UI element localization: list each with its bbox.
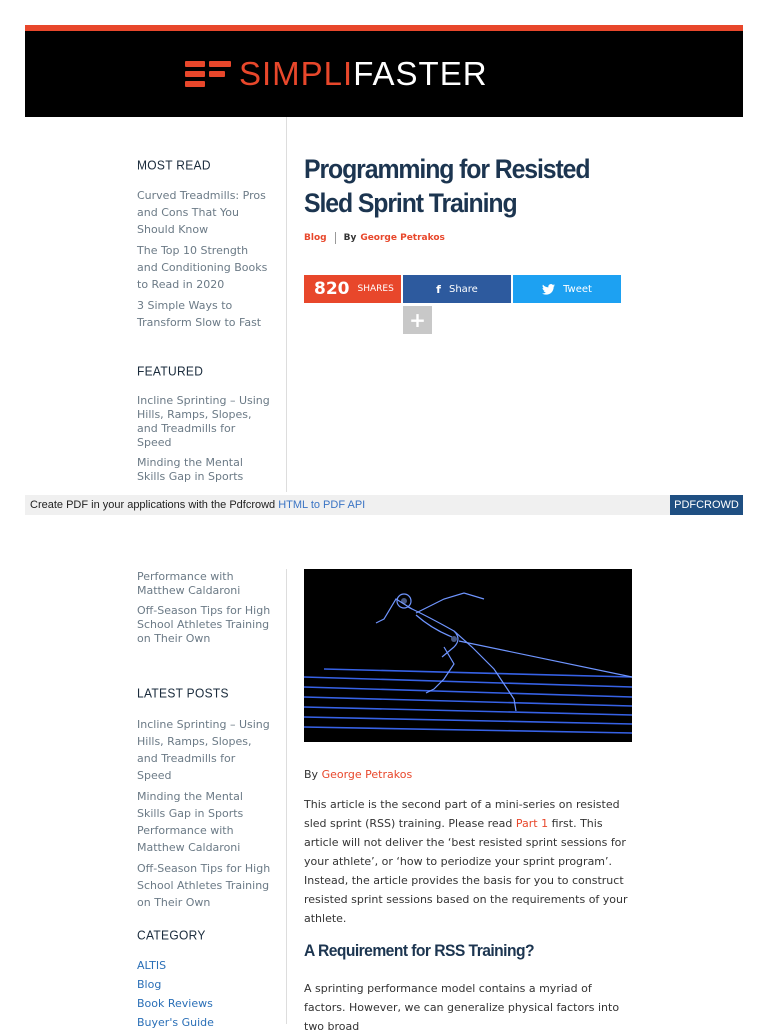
sprinter-sled-illustration xyxy=(304,569,632,742)
byline-author-link[interactable]: George Petrakos xyxy=(321,768,413,781)
featured-item[interactable]: Performance with Matthew Caldaroni xyxy=(137,570,241,597)
latest-posts-section xyxy=(137,686,272,915)
most-read-heading: MOST READ xyxy=(137,157,211,173)
sidebar-divider xyxy=(286,117,287,492)
article-meta xyxy=(304,232,445,244)
logo-text-faster: FASTER xyxy=(353,55,488,92)
most-read-item[interactable]: Curved Treadmills: Pros and Cons That You Should Know xyxy=(137,189,266,236)
most-read-section xyxy=(137,158,272,335)
share-count-label: SHARES xyxy=(357,284,394,294)
latest-posts-heading: LATEST POSTS xyxy=(137,685,229,701)
logo-wordmark xyxy=(239,56,488,92)
facebook-share-button[interactable] xyxy=(403,275,511,303)
most-read-item[interactable]: 3 Simple Ways to Transform Slow to Fast xyxy=(137,299,262,329)
facebook-icon: f xyxy=(436,282,441,296)
category-link[interactable]: Blog xyxy=(304,233,327,243)
logo-text-simpli: SIMPLI xyxy=(239,55,354,92)
featured-heading: FEATURED xyxy=(137,363,204,379)
body-paragraph: A sprinting performance model contains a myriad of factors. However, we can generalize physical factors into two broad xyxy=(304,982,620,1033)
article-title: Programming for Resisted Sled Sprint Training xyxy=(304,154,590,218)
featured-section xyxy=(137,364,272,490)
meta-divider xyxy=(335,232,336,244)
category-heading: CATEGORY xyxy=(137,927,206,943)
pdfcrowd-badge[interactable]: PDFCROWD xyxy=(670,495,743,515)
section-heading: A Requirement for RSS Training? xyxy=(304,941,534,960)
twitter-share-label: Tweet xyxy=(563,283,592,295)
category-item[interactable]: Book Reviews xyxy=(137,997,213,1010)
featured-item[interactable]: Off-Season Tips for High School Athletes Training on Their Own xyxy=(137,604,271,645)
byline-prefix: By xyxy=(304,768,319,781)
pdfcrowd-link[interactable]: HTML to PDF API xyxy=(278,499,366,511)
intro-text-b: first. This article will not deliver the ‘best resisted sprint sessions for your athlete’, or ‘how to periodize your sprint program’. Instead, the article provides the basis for you to construct resisted sprint sessions based on the requirements of your athlete. xyxy=(304,817,628,925)
pdfcrowd-text: Create PDF in your applications with the Pdfcrowd xyxy=(30,499,279,511)
twitter-share-button[interactable] xyxy=(513,275,621,303)
pdfcrowd-bar xyxy=(25,495,743,515)
facebook-share-label: Share xyxy=(448,283,478,295)
latest-post-item[interactable]: Incline Sprinting – Using Hills, Ramps, Slopes, and Treadmills for Speed xyxy=(137,718,270,782)
share-bar xyxy=(304,275,621,303)
intro-paragraph xyxy=(304,795,634,928)
meta-by-label: By xyxy=(343,233,357,243)
hero-image xyxy=(304,569,632,742)
featured-continued-section xyxy=(137,570,272,652)
featured-item[interactable]: Incline Sprinting – Using Hills, Ramps, Slopes, and Treadmills for Speed xyxy=(137,394,270,449)
category-item[interactable]: Blog xyxy=(137,978,162,991)
intro-text-a: This article is the second part of a mini-series on resisted sled sprint (RSS) training. Please read xyxy=(304,798,620,830)
more-share-button[interactable]: + xyxy=(403,306,432,334)
category-section xyxy=(137,928,272,1033)
twitter-icon xyxy=(542,284,555,295)
share-count xyxy=(304,275,401,303)
part1-link[interactable]: Part 1 xyxy=(515,817,549,830)
logo-mark-icon xyxy=(185,59,233,89)
author-link[interactable]: George Petrakos xyxy=(360,233,445,243)
featured-item[interactable]: Minding the Mental Skills Gap in Sports xyxy=(137,456,244,483)
category-item[interactable]: ALTIS xyxy=(137,959,167,972)
article-byline xyxy=(304,768,412,781)
most-read-item[interactable]: The Top 10 Strength and Conditioning Books to Read in 2020 xyxy=(137,244,268,291)
latest-post-item[interactable]: Minding the Mental Skills Gap in Sports Performance with Matthew Caldaroni xyxy=(137,790,244,854)
category-item[interactable]: Buyer's Guide xyxy=(137,1016,214,1029)
share-count-number: 820 xyxy=(314,279,350,299)
latest-post-item[interactable]: Off-Season Tips for High School Athletes Training on Their Own xyxy=(137,862,271,909)
site-header xyxy=(25,31,743,117)
sidebar-divider xyxy=(286,569,287,1024)
site-logo[interactable] xyxy=(185,56,488,92)
